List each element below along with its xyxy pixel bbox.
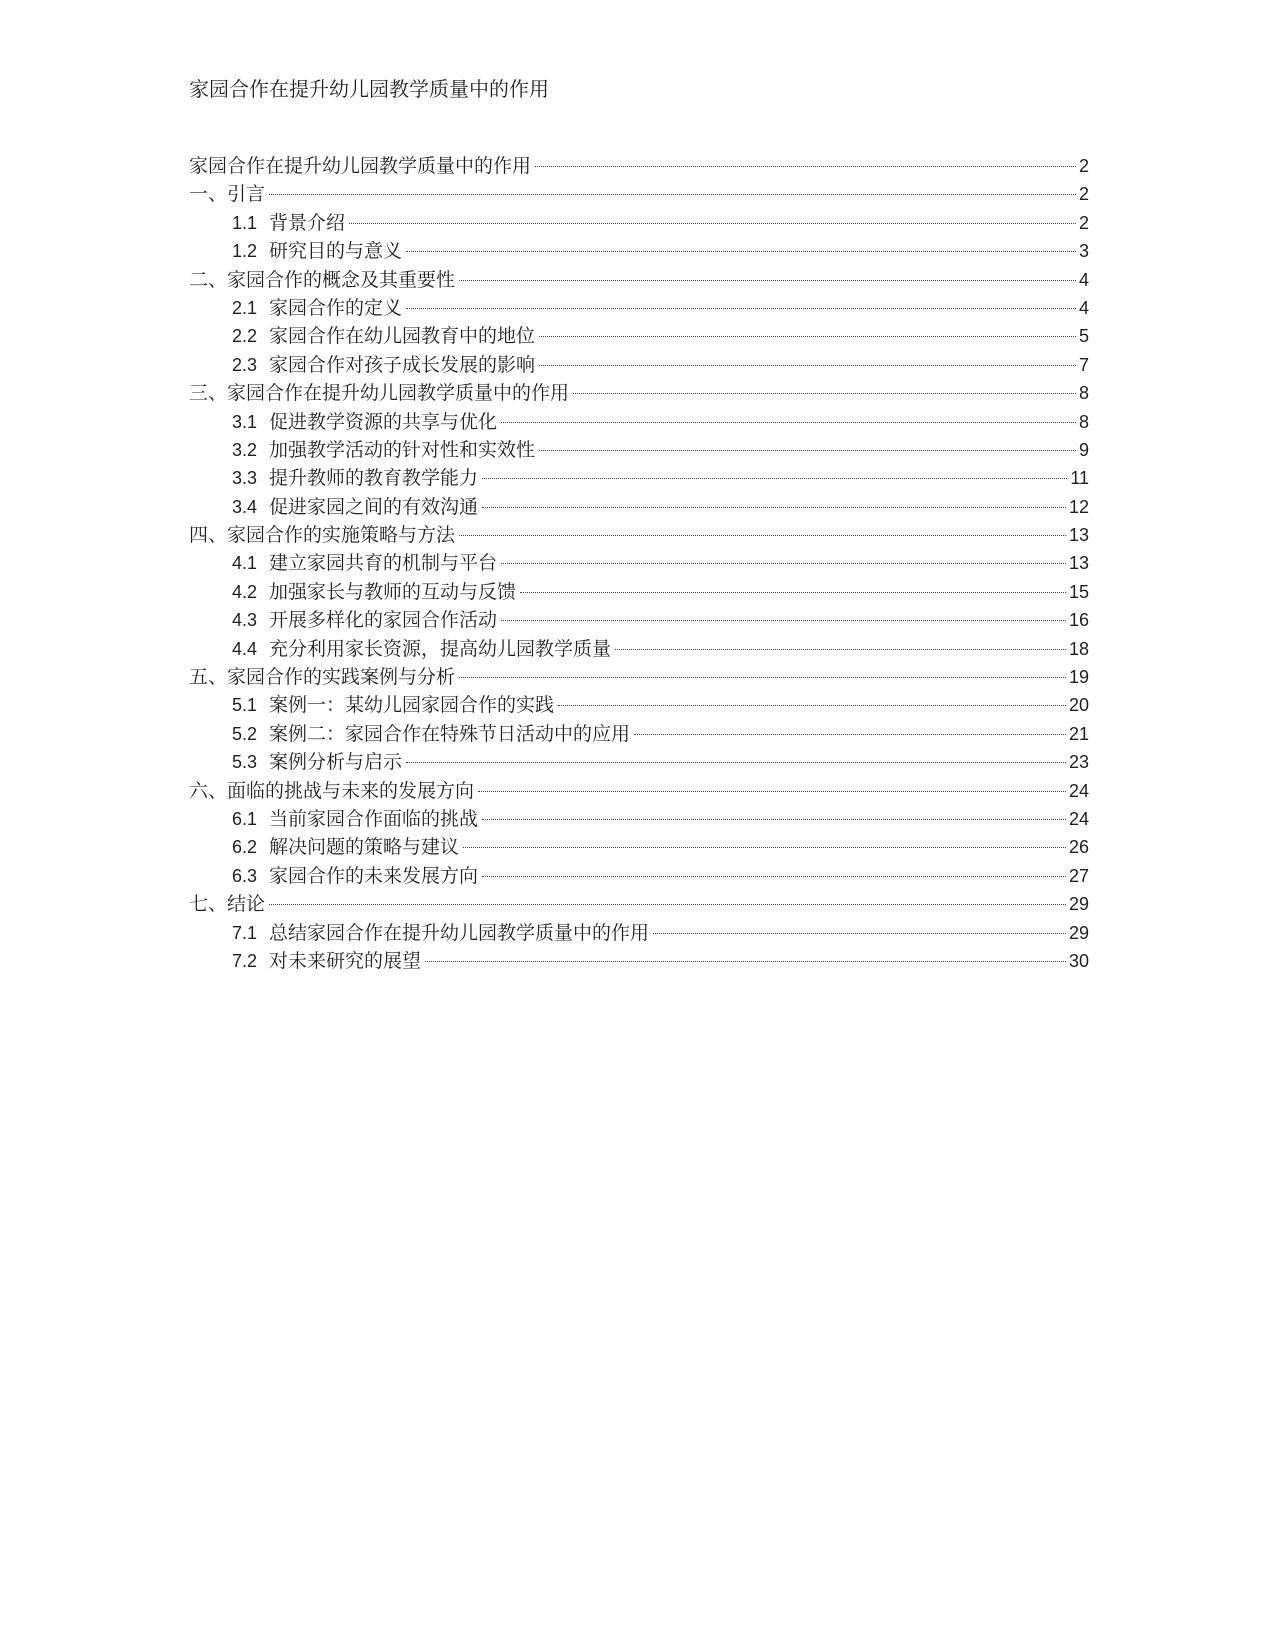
toc-entry-number: 2.1 (232, 297, 258, 318)
toc-entry-number: 5.3 (232, 752, 258, 773)
toc-entry[interactable] (189, 436, 1089, 464)
toc-dot-leader (520, 592, 1066, 593)
toc-entry-page-number: 3 (1078, 241, 1089, 262)
toc-entry[interactable] (189, 152, 1089, 180)
toc-entry-title: 家园合作的未来发展方向 (269, 864, 479, 887)
toc-entry-page-number: 29 (1068, 894, 1089, 915)
toc-entry[interactable] (189, 379, 1089, 407)
toc-entry-page-number: 13 (1068, 525, 1089, 546)
toc-dot-leader (406, 762, 1066, 763)
toc-entry[interactable] (189, 408, 1089, 436)
toc-entry[interactable] (189, 748, 1089, 776)
toc-entry-number: 6.1 (232, 808, 258, 829)
toc-entry-page-number: 2 (1078, 156, 1089, 176)
toc-entry-title: 三、家园合作在提升幼儿园教学质量中的作用 (189, 382, 570, 405)
toc-entry-page-number: 20 (1068, 695, 1089, 716)
toc-entry-page-number: 7 (1078, 354, 1089, 375)
toc-entry-page-number: 21 (1068, 723, 1089, 744)
toc-entry-page-number: 15 (1068, 581, 1089, 602)
toc-entry-page-number: 13 (1068, 553, 1089, 574)
toc-entry[interactable] (189, 464, 1089, 492)
toc-entry[interactable] (189, 578, 1089, 606)
toc-entry-page-number: 24 (1068, 808, 1089, 829)
toc-dot-leader (269, 904, 1066, 905)
toc-entry[interactable] (189, 635, 1089, 663)
toc-dot-leader (459, 677, 1066, 678)
toc-entry-title: 解决问题的策略与建议 (269, 836, 460, 859)
toc-entry-title: 促进家园之间的有效沟通 (269, 495, 479, 518)
toc-entry-page-number: 9 (1078, 439, 1089, 460)
toc-dot-leader (269, 194, 1076, 195)
toc-entry-page-number: 2 (1078, 212, 1089, 233)
toc-entry-title: 二、家园合作的概念及其重要性 (189, 268, 456, 291)
toc-entry-page-number: 5 (1078, 326, 1089, 347)
toc-entry-number: 6.2 (232, 837, 258, 858)
toc-entry[interactable] (189, 777, 1089, 805)
toc-entry-number: 4.4 (232, 638, 258, 659)
toc-entry-number: 1.1 (232, 212, 258, 233)
toc-entry-number: 7.2 (232, 950, 258, 971)
toc-dot-leader (615, 649, 1066, 650)
toc-entry-number: 7.1 (232, 922, 258, 943)
toc-dot-leader (425, 961, 1066, 962)
toc-entry[interactable] (189, 322, 1089, 350)
toc-entry-title: 案例分析与启示 (269, 751, 403, 774)
toc-entry-title: 促进教学资源的共享与优化 (269, 410, 498, 433)
toc-entry-page-number: 16 (1068, 610, 1089, 631)
toc-dot-leader (501, 620, 1066, 621)
toc-entry[interactable] (189, 521, 1089, 549)
toc-entry[interactable] (189, 351, 1089, 379)
toc-entry[interactable] (189, 663, 1089, 691)
toc-entry-title: 开展多样化的家园合作活动 (269, 609, 498, 632)
toc-entry-page-number: 27 (1068, 865, 1089, 886)
toc-entry-title: 对未来研究的展望 (269, 949, 422, 972)
toc-entry[interactable] (189, 606, 1089, 634)
toc-entry-page-number: 18 (1068, 638, 1089, 659)
toc-entry-title: 总结家园合作在提升幼儿园教学质量中的作用 (269, 921, 650, 944)
page-header-title: 家园合作在提升幼儿园教学质量中的作用 (189, 77, 549, 101)
toc-entry-page-number: 12 (1068, 496, 1089, 517)
toc-entry[interactable] (189, 294, 1089, 322)
toc-entry[interactable] (189, 833, 1089, 861)
toc-entry[interactable] (189, 720, 1089, 748)
toc-entry-page-number: 24 (1068, 780, 1089, 801)
toc-entry-title: 四、家园合作的实施策略与方法 (189, 524, 456, 547)
toc-dot-leader (459, 280, 1076, 281)
toc-entry[interactable] (189, 549, 1089, 577)
toc-dot-leader (501, 422, 1076, 423)
toc-entry-page-number: 2 (1078, 184, 1089, 205)
toc-entry-number: 3.2 (232, 439, 258, 460)
toc-dot-leader (573, 393, 1076, 394)
toc-entry-page-number: 4 (1078, 269, 1089, 290)
toc-dot-leader (539, 365, 1076, 366)
toc-entry[interactable] (189, 180, 1089, 208)
toc-entry-number: 3.1 (232, 411, 258, 432)
toc-entry-title: 背景介绍 (269, 211, 346, 234)
toc-entry-title: 家园合作在提升幼儿园教学质量中的作用 (189, 155, 532, 177)
toc-entry-title: 研究目的与意义 (269, 240, 403, 263)
toc-entry-title: 六、面临的挑战与未来的发展方向 (189, 779, 475, 802)
toc-dot-leader (535, 166, 1076, 167)
toc-dot-leader (501, 563, 1066, 564)
toc-entry-number: 4.2 (232, 581, 258, 602)
toc-dot-leader (482, 478, 1067, 479)
toc-entry-page-number: 26 (1068, 837, 1089, 858)
toc-entry-number: 3.4 (232, 496, 258, 517)
toc-entry-page-number: 19 (1068, 667, 1089, 688)
toc-dot-leader (539, 336, 1076, 337)
toc-entry-title: 充分利用家长资源，提高幼儿园教学质量 (269, 637, 612, 660)
toc-entry[interactable] (189, 919, 1089, 947)
toc-entry-page-number: 4 (1078, 297, 1089, 318)
toc-entry-number: 5.2 (232, 723, 258, 744)
table-of-contents (189, 152, 1089, 975)
toc-entry-title: 案例二：家园合作在特殊节日活动中的应用 (269, 722, 631, 745)
toc-dot-leader (653, 933, 1066, 934)
toc-dot-leader (478, 791, 1066, 792)
toc-entry-title: 建立家园共育的机制与平台 (269, 552, 498, 575)
toc-entry-number: 4.1 (232, 553, 258, 574)
toc-entry[interactable] (189, 209, 1089, 237)
toc-dot-leader (482, 507, 1066, 508)
toc-entry-title: 七、结论 (189, 893, 266, 916)
toc-entry-title: 家园合作对孩子成长发展的影响 (269, 353, 536, 376)
toc-dot-leader (634, 734, 1066, 735)
toc-entry-number: 5.1 (232, 695, 258, 716)
toc-entry-title: 加强家长与教师的互动与反馈 (269, 580, 517, 603)
toc-entry-page-number: 30 (1068, 950, 1089, 971)
toc-entry-page-number: 29 (1068, 922, 1089, 943)
toc-entry-number: 4.3 (232, 610, 258, 631)
toc-dot-leader (463, 847, 1066, 848)
toc-entry[interactable] (189, 266, 1089, 294)
toc-dot-leader (482, 819, 1066, 820)
toc-entry-page-number: 23 (1068, 752, 1089, 773)
toc-dot-leader (558, 705, 1066, 706)
toc-entry-title: 当前家园合作面临的挑战 (269, 807, 479, 830)
toc-entry[interactable] (189, 805, 1089, 833)
toc-entry-page-number: 8 (1078, 383, 1089, 404)
toc-entry[interactable] (189, 237, 1089, 265)
toc-entry-title: 案例一：某幼儿园家园合作的实践 (269, 694, 555, 717)
toc-entry-number: 2.2 (232, 326, 258, 347)
toc-entry-number: 3.3 (232, 468, 258, 489)
toc-entry-number: 1.2 (232, 241, 258, 262)
toc-entry-title: 一、引言 (189, 183, 266, 206)
toc-entry[interactable] (189, 862, 1089, 890)
toc-entry-page-number: 11 (1070, 468, 1089, 489)
toc-dot-leader (482, 876, 1066, 877)
toc-entry-number: 6.3 (232, 865, 258, 886)
toc-entry[interactable] (189, 691, 1089, 719)
toc-entry[interactable] (189, 947, 1089, 975)
toc-entry-number: 2.3 (232, 354, 258, 375)
toc-entry-title: 家园合作在幼儿园教育中的地位 (269, 325, 536, 348)
toc-entry[interactable] (189, 890, 1089, 918)
toc-dot-leader (539, 450, 1076, 451)
toc-dot-leader (459, 535, 1066, 536)
toc-dot-leader (349, 223, 1076, 224)
toc-entry-title: 五、家园合作的实践案例与分析 (189, 666, 456, 689)
toc-entry-title: 家园合作的定义 (269, 296, 403, 319)
toc-entry-title: 提升教师的教育教学能力 (269, 467, 479, 490)
toc-entry[interactable] (189, 493, 1089, 521)
toc-entry-title: 加强教学活动的针对性和实效性 (269, 438, 536, 461)
toc-dot-leader (406, 308, 1076, 309)
toc-entry-page-number: 8 (1078, 411, 1089, 432)
toc-dot-leader (406, 251, 1076, 252)
